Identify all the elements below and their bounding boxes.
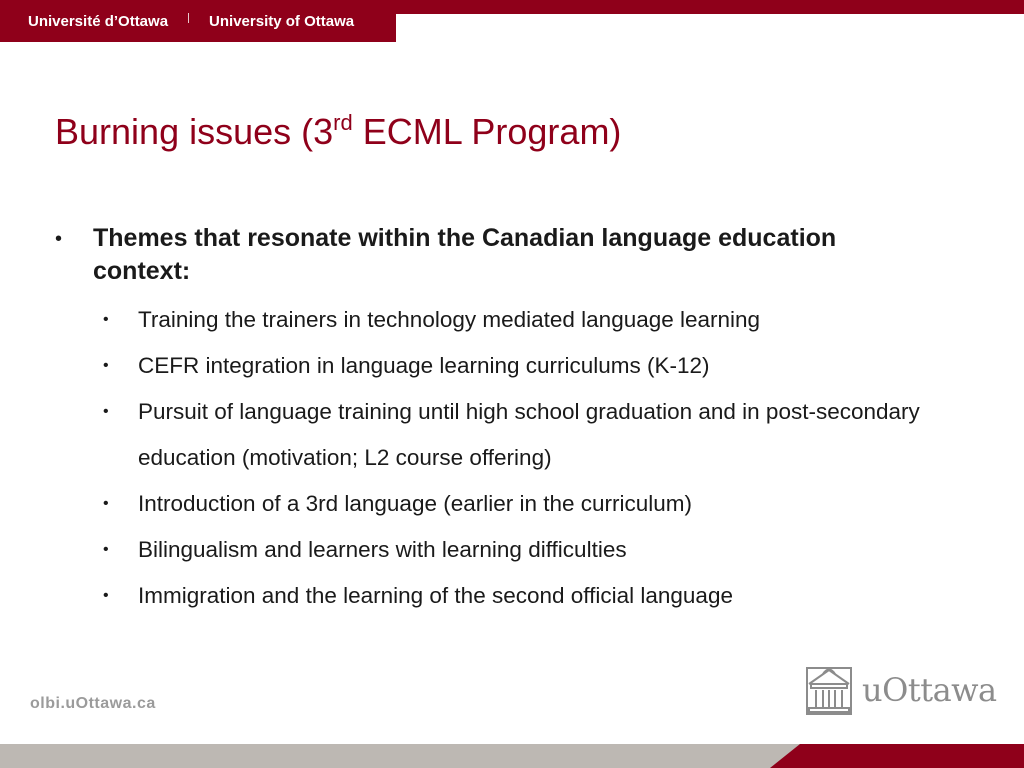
main-bullet — [55, 222, 845, 288]
university-name-en: University of Ottawa — [209, 12, 355, 30]
bullet-marker: • — [55, 228, 63, 250]
list-item-text: CEFR integration in language learning curriculums (K-12) — [138, 353, 710, 378]
university-name-fr: Université d’Ottawa — [28, 12, 169, 30]
list-item-text: Bilingualism and learners with learning difficulties — [138, 537, 627, 562]
list-item — [100, 297, 930, 343]
list-item — [100, 573, 930, 619]
building-icon — [806, 664, 852, 716]
bullet-marker: • — [103, 495, 109, 512]
footer-url: olbi.uOttawa.ca — [30, 695, 156, 712]
bullet-marker: • — [103, 587, 109, 604]
bullet-marker: • — [103, 541, 109, 558]
slide-title — [55, 110, 621, 154]
main-bullet-text: Themes that resonate within the Canadian language education context: — [93, 224, 837, 285]
bullet-marker: • — [103, 357, 109, 374]
list-item-text: Introduction of a 3rd language (earlier in the curriculum) — [138, 491, 693, 516]
list-item — [100, 343, 930, 389]
list-item-text: Immigration and the learning of the second official language — [138, 583, 733, 608]
logo-text: uOttawa — [862, 671, 997, 709]
list-item-text: Pursuit of language training until high school graduation and in post-secondary education (motivation; L2 course offering) — [138, 399, 920, 470]
title-text-end: ECML Program) — [352, 111, 622, 152]
list-item — [100, 527, 930, 573]
list-item — [100, 389, 930, 481]
sub-bullet-list — [100, 297, 930, 619]
bullet-marker: • — [103, 403, 109, 420]
header-separator — [188, 13, 189, 23]
list-item — [100, 481, 930, 527]
list-item-text: Training the trainers in technology mediated language learning — [138, 307, 761, 332]
university-header — [0, 0, 396, 42]
title-text-start: Burning issues (3 — [55, 111, 334, 152]
bullet-marker: • — [103, 311, 109, 328]
uottawa-logo — [806, 664, 997, 716]
footer-red-bar — [770, 744, 1024, 768]
title-superscript: rd — [333, 110, 353, 135]
